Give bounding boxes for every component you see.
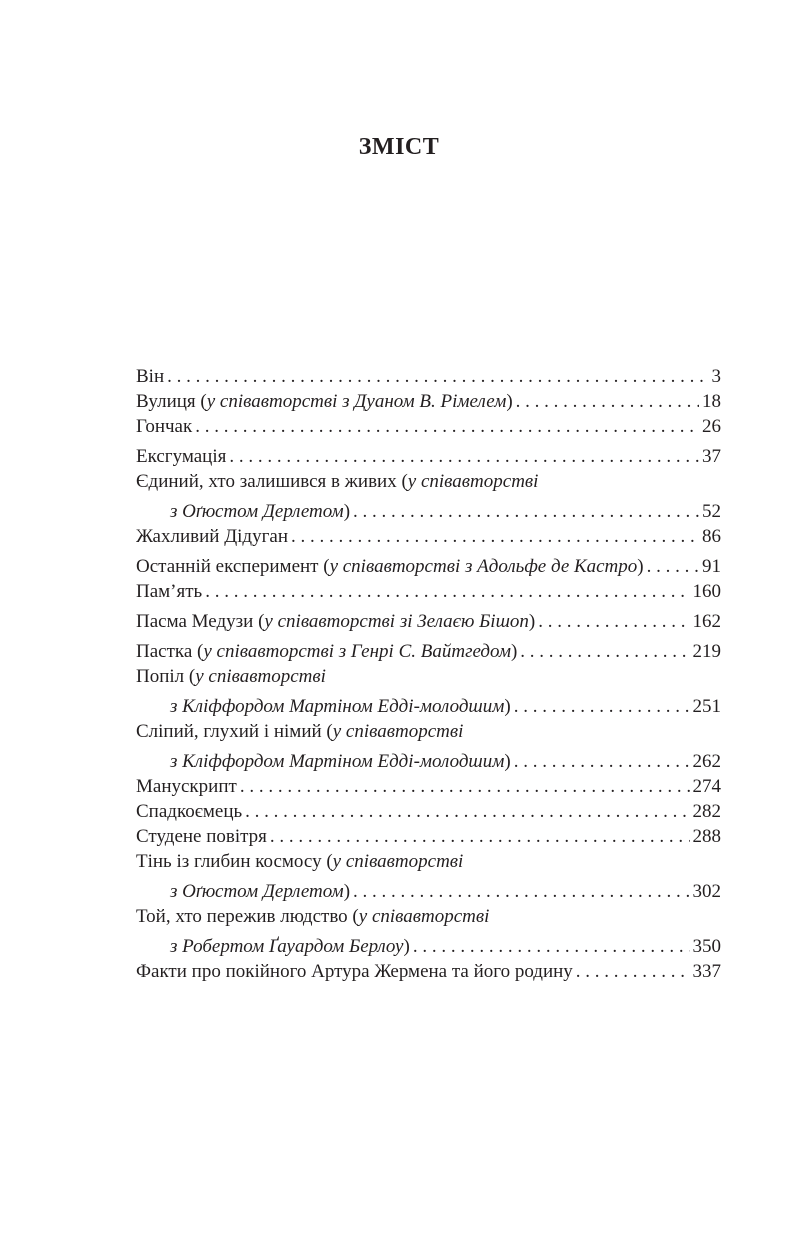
toc-entry-paren: ) [403,936,410,957]
dot-leader [291,525,699,549]
toc-entry-page: 26 [702,416,721,437]
toc-entry-title: Єдиний, хто залишився в живих ( [136,471,408,492]
dot-leader [353,500,699,524]
toc-entry-paren: ) [510,641,518,662]
toc-entry [136,390,721,414]
toc-entry-continuation [170,500,721,524]
toc-entry-coauthor: у співавторстві з Дуаном В. Рімелем [206,391,507,412]
toc-entry-continuation [170,880,721,904]
dot-leader [538,610,689,634]
toc-entry-coauthor: у співавторстві з Генрі С. Вайтгедом [203,641,511,662]
toc-entry [136,850,721,874]
dot-leader [245,800,689,824]
toc-entry [136,610,721,634]
toc-entry-coauthor: з Оґюстом Дерлетом [170,501,344,522]
toc-entry-continuation [170,695,721,719]
toc-entry [136,365,721,389]
toc-entry-page: 282 [692,801,721,822]
toc-entry-title: Попіл ( [136,666,196,687]
toc-entry [136,800,721,824]
toc-entry-continuation [170,750,721,774]
toc-entry [136,775,721,799]
toc-entry-page: 18 [702,391,721,412]
toc-entry-page: 91 [702,556,721,577]
toc-entry-title: Пасма Медузи ( [136,611,265,632]
dot-leader [167,365,708,389]
toc-entry [136,470,721,494]
toc-entry [136,905,721,929]
dot-leader [229,445,699,469]
toc-entry-page: 337 [692,961,721,982]
toc-entry-title: Сліпий, глухий і німий ( [136,721,333,742]
dot-leader [514,750,690,774]
toc-entry-title: Вулиця ( [136,391,207,412]
toc-entry-title: Останній експеримент ( [136,556,330,577]
toc-entry [136,525,721,549]
dot-leader [413,935,690,959]
dot-leader [353,880,689,904]
toc-entry-page: 86 [702,526,721,547]
toc-entry [136,580,721,604]
toc-entry-title: Спадкоємець [136,801,243,822]
toc-entry-title: Пам’ять [136,581,203,602]
toc-entry-coauthor: з Кліффордом Мартіном Едді-молодшим [170,751,505,772]
toc-entry-coauthor: у співавторстві [332,851,464,872]
toc-entry-coauthor: у співавторстві з Адольфе де Кастро [329,556,638,577]
dot-leader [516,390,699,414]
toc-entry-page: 274 [692,776,721,797]
toc-entry [136,640,721,664]
toc-entry-coauthor: з Робертом Ґауардом Берлоу [170,936,404,957]
toc-entry-page: 288 [692,826,721,847]
toc-entry [136,825,721,849]
toc-entry-paren: ) [343,501,351,522]
toc-entry-title: Гончак [136,416,193,437]
toc-entry-page: 302 [692,881,721,902]
dot-leader [520,640,689,664]
dot-leader [514,695,690,719]
toc-entry-title: Тінь із глибин космосу ( [136,851,333,872]
toc-entry-coauthor: у співавторстві [195,666,326,687]
toc-entry-page: 350 [692,936,721,957]
toc-entry-title: Пастка ( [136,641,204,662]
toc-entry-title: Ексгумація [136,446,227,467]
toc-entry [136,665,721,689]
dot-leader [647,555,699,579]
toc-entry-page: 160 [692,581,721,602]
toc-entry-title: Він [136,366,165,387]
toc-entry-paren: ) [637,556,644,577]
toc-entry-page: 3 [711,366,721,387]
toc-entry-paren: ) [506,391,513,412]
toc-entry-coauthor: з Кліффордом Мартіном Едді-молодшим [170,696,505,717]
page-title: ЗМІСТ [358,134,440,160]
toc-entry-title: Той, хто пережив людство ( [136,906,359,927]
toc-entry-coauthor: у співавторстві [407,471,539,492]
toc-entry-title: Факти про покійного Артура Жермена та його родину [136,961,573,982]
dot-leader [195,415,699,439]
toc-entry-coauthor: у співавторстві зі Зелаєю Бішоп [264,611,529,632]
dot-leader [205,580,689,604]
toc-entry [136,720,721,744]
toc-entry-paren: ) [343,881,351,902]
toc-entry [136,555,721,579]
toc-entry-paren: ) [528,611,536,632]
toc-entry-paren: ) [504,696,511,717]
toc-entry [136,960,721,984]
toc-entry-page: 37 [702,446,721,467]
toc-entry [136,415,721,439]
toc-entry-coauthor: з Оґюстом Дерлетом [170,881,344,902]
dot-leader [240,775,690,799]
toc-entry-coauthor: у співавторстві [332,721,464,742]
toc-entry-title: Студене повітря [136,826,267,847]
toc-entry-paren: ) [504,751,511,772]
dot-leader [270,825,690,849]
dot-leader [576,960,690,984]
toc-entry [136,445,721,469]
toc-entry-page: 162 [692,611,721,632]
toc-entry-continuation [170,935,721,959]
toc-entry-page: 219 [692,641,721,662]
toc-entry-page: 262 [692,751,721,772]
toc-entry-coauthor: у співавторстві [358,906,490,927]
toc-entry-page: 52 [702,501,721,522]
toc-entry-title: Манускрипт [136,776,237,797]
toc-entry-page: 251 [692,696,721,717]
toc-entry-title: Жахливий Дідуган [136,526,288,547]
